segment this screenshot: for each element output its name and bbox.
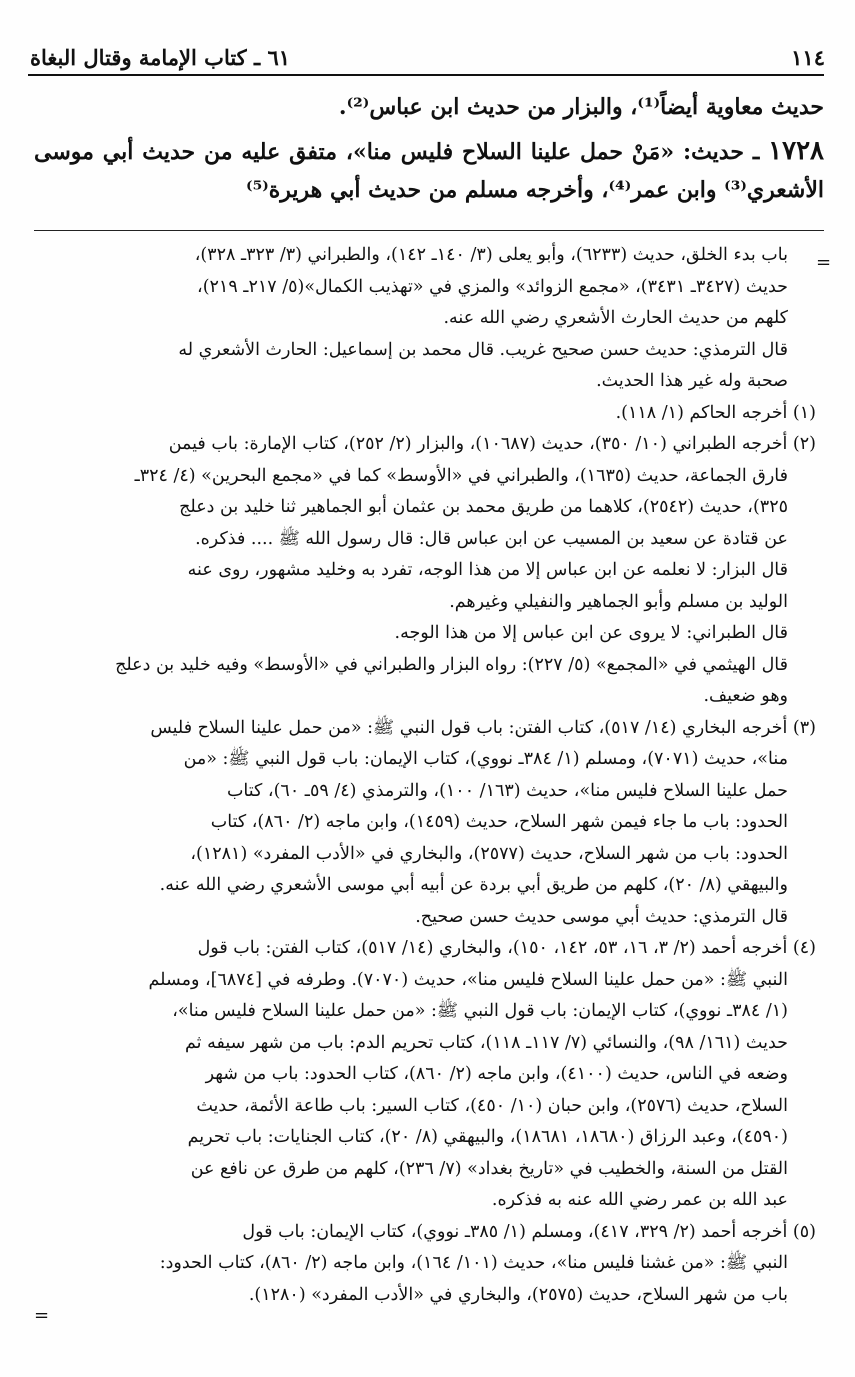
- footnote-line: (١/ ٣٨٤ـ نووي)، كتاب الإيمان: باب قول النبي ﷺ: «من حمل علينا السلاح فليس منا»،: [172, 1001, 788, 1021]
- main-paragraph-1: حديث معاوية أيضاً⁽¹⁾، والبزار من حديث ابن عباس⁽²⁾.: [338, 94, 824, 120]
- footnote-line: عن قتادة عن سعيد بن المسيب عن ابن عباس قال: قال رسول الله ﷺ .... فذكره.: [195, 528, 788, 549]
- footnote-line: (٢) أخرجه الطبراني (١٠/ ٣٥٠)، حديث (١٠٦٨٧)، والبزار (٢/ ٢٥٢)، كتاب الإمارة: باب فيمن: [168, 434, 816, 454]
- footnote-4: [34, 933, 816, 1217]
- footnote-line: عبد الله بن عمر رضي الله عنه به فذكره.: [491, 1190, 788, 1210]
- page-number: ١١٤: [791, 45, 825, 70]
- footnote-line: باب من شهر السلاح، حديث (٢٥٧٥)، والبخاري في «الأدب المفرد» (١٢٨٠).: [248, 1284, 788, 1305]
- footnote-line: (١) أخرجه الحاكم (١/ ١١٨).: [615, 402, 816, 423]
- footnote-line: (٣) أخرجه البخاري (١٤/ ٥١٧)، كتاب الفتن: باب قول النبي ﷺ: «من حمل علينا السلاح فليس: [150, 717, 816, 738]
- footnote-line: (٤٥٩٠)، وعبد الرزاق (١٨٦٨٠، ١٨٦٨١)، والبيهقي (٨/ ٢٠)، كتاب الجنايات: باب تحريم: [187, 1127, 788, 1147]
- main-paragraph-2: [34, 132, 824, 209]
- running-title: ٦١ ـ كتاب الإمامة وقتال البغاة: [30, 45, 291, 70]
- hadith-text: ـ حديث: «مَنْ حمل علينا السلاح فليس منا»، متفق عليه من حديث أبي موسى الأشعري⁽³⁾ وابن عمر⁽⁴⁾، وأخرجه مسلم من حديث أبي هريرة⁽⁵⁾: [34, 139, 824, 203]
- footnote-line: القتل من السنة، والخطيب في «تاريخ بغداد» (٧/ ٢٣٦)، كلهم من طرق عن نافع عن: [190, 1158, 788, 1179]
- footnote-line: النبي ﷺ: «من حمل علينا السلاح فليس منا»، حديث (٧٠٧٠). وطرفه في [٦٨٧٤]، ومسلم: [148, 969, 788, 990]
- footnote-line: ٣٢٥)، حديث (٢٥٤٢)، كلاهما من طريق محمد بن عثمان أبو الجماهير ثنا خليد بن دعلج: [179, 497, 788, 517]
- main-text: [34, 88, 824, 215]
- footnote-line: حديث (١٦١/ ٩٨)، والنسائي (٧/ ١١٧ـ ١١٨)، كتاب تحريم الدم: باب من شهر سيفه ثم: [185, 1032, 788, 1053]
- footnote-line: فارق الجماعة، حديث (١٦٣٥)، والطبراني في «الأوسط» كما في «مجمع البحرين» (٤/ ٣٢٤ـ: [134, 465, 788, 486]
- footnote-line: صحبة وله غير هذا الحديث.: [596, 371, 788, 391]
- footnote-5: [34, 1217, 816, 1312]
- footnote-line: الوليد بن مسلم وأبو الجماهير والنفيلي وغيرهم.: [449, 591, 788, 612]
- footnote-line: قال الترمذي: حديث أبي موسى حديث حسن صحيح.: [415, 906, 788, 927]
- footnote-line: قال البزار: لا نعلمه عن ابن عباس إلا من هذا الوجه، تفرد به وخليد مشهور، روى عنه: [187, 560, 788, 580]
- continuation-mark-bottom: =: [34, 1305, 50, 1326]
- footnote-line: (٥) أخرجه أحمد (٢/ ٣٢٩، ٤١٧)، ومسلم (١/ ٣٨٥ـ نووي)، كتاب الإيمان: باب قول: [242, 1221, 816, 1242]
- footnote-line: وضعه في الناس، حديث (٤١٠٠)، وابن ماجه (٢/ ٨٦٠)، كتاب الحدود: باب من شهر: [205, 1064, 788, 1084]
- continuation-mark-top: =: [816, 252, 832, 273]
- footnote-line: الحدود: باب ما جاء فيمن شهر السلاح، حديث (١٤٥٩)، وابن ماجه (٢/ ٨٦٠)، كتاب: [210, 812, 788, 832]
- footnote-line: السلاح، حديث (٢٥٧٦)، وابن حبان (١٠/ ٤٥٠)، كتاب السير: باب طاعة الأئمة، حديث: [196, 1095, 788, 1116]
- footnote-1: [34, 398, 816, 430]
- footnote-line: النبي ﷺ: «من غشنا فليس منا»، حديث (١٠١/ ١٦٤)، وابن ماجه (٢/ ٨٦٠)، كتاب الحدود:: [159, 1253, 788, 1273]
- footnote-line: (٤) أخرجه أحمد (٢/ ٣، ١٦، ٥٣، ١٤٢، ١٥٠)، والبخاري (١٤/ ٥١٧)، كتاب الفتن: باب قول: [197, 938, 816, 958]
- footnote-separator: [34, 230, 824, 231]
- footnote-line: كلهم من حديث الحارث الأشعري رضي الله عنه.: [443, 308, 788, 328]
- header-rule: [28, 74, 824, 76]
- footnote-line: قال الترمذي: حديث حسن صحيح غريب. قال محمد بن إسماعيل: الحارث الأشعري له: [178, 339, 788, 360]
- hadith-number: ١٧٢٨: [768, 136, 824, 166]
- footnote-line: قال الطبراني: لا يروى عن ابن عباس إلا من هذا الوجه.: [394, 623, 788, 643]
- page-header: [30, 40, 825, 70]
- footnote-2: [34, 429, 816, 713]
- footnote-line: حمل علينا السلاح فليس منا»، حديث (١٦٣/ ١٠٠)، والترمذي (٤/ ٥٩ـ ٦٠)، كتاب: [226, 780, 788, 801]
- footnote-line: قال الهيثمي في «المجمع» (٥/ ٢٢٧): رواه البزار والطبراني في «الأوسط» وفيه خليد بن دعلج: [115, 654, 788, 675]
- footnote-line: منا»، حديث (٧٠٧١)، ومسلم (١/ ٣٨٤ـ نووي)، كتاب الإيمان: باب قول النبي ﷺ: «من: [183, 749, 788, 769]
- footnotes: [34, 240, 816, 1311]
- footnote-line: والبيهقي (٨/ ٢٠)، كلهم من طريق أبي بردة عن أبيه أبي موسى الأشعري رضي الله عنه.: [159, 875, 788, 895]
- footnote-line: حديث (٣٤٢٧ـ ٣٤٣١)، «مجمع الزوائد» والمزي في «تهذيب الكمال»(٥/ ٢١٧ـ ٢١٩)،: [197, 276, 788, 297]
- footnote-line: وهو ضعيف.: [703, 686, 788, 706]
- footnote-line: باب بدء الخلق، حديث (٦٢٣٣)، وأبو يعلى (٣/ ١٤٠ـ ١٤٢)، والطبراني (٣/ ٣٢٣ـ ٣٢٨)،: [194, 245, 788, 265]
- footnote-line: الحدود: باب من شهر السلاح، حديث (٢٥٧٧)، والبخاري في «الأدب المفرد» (١٢٨١)،: [190, 843, 788, 864]
- footnote-3: [34, 713, 816, 934]
- footnote-continuation: [34, 240, 816, 398]
